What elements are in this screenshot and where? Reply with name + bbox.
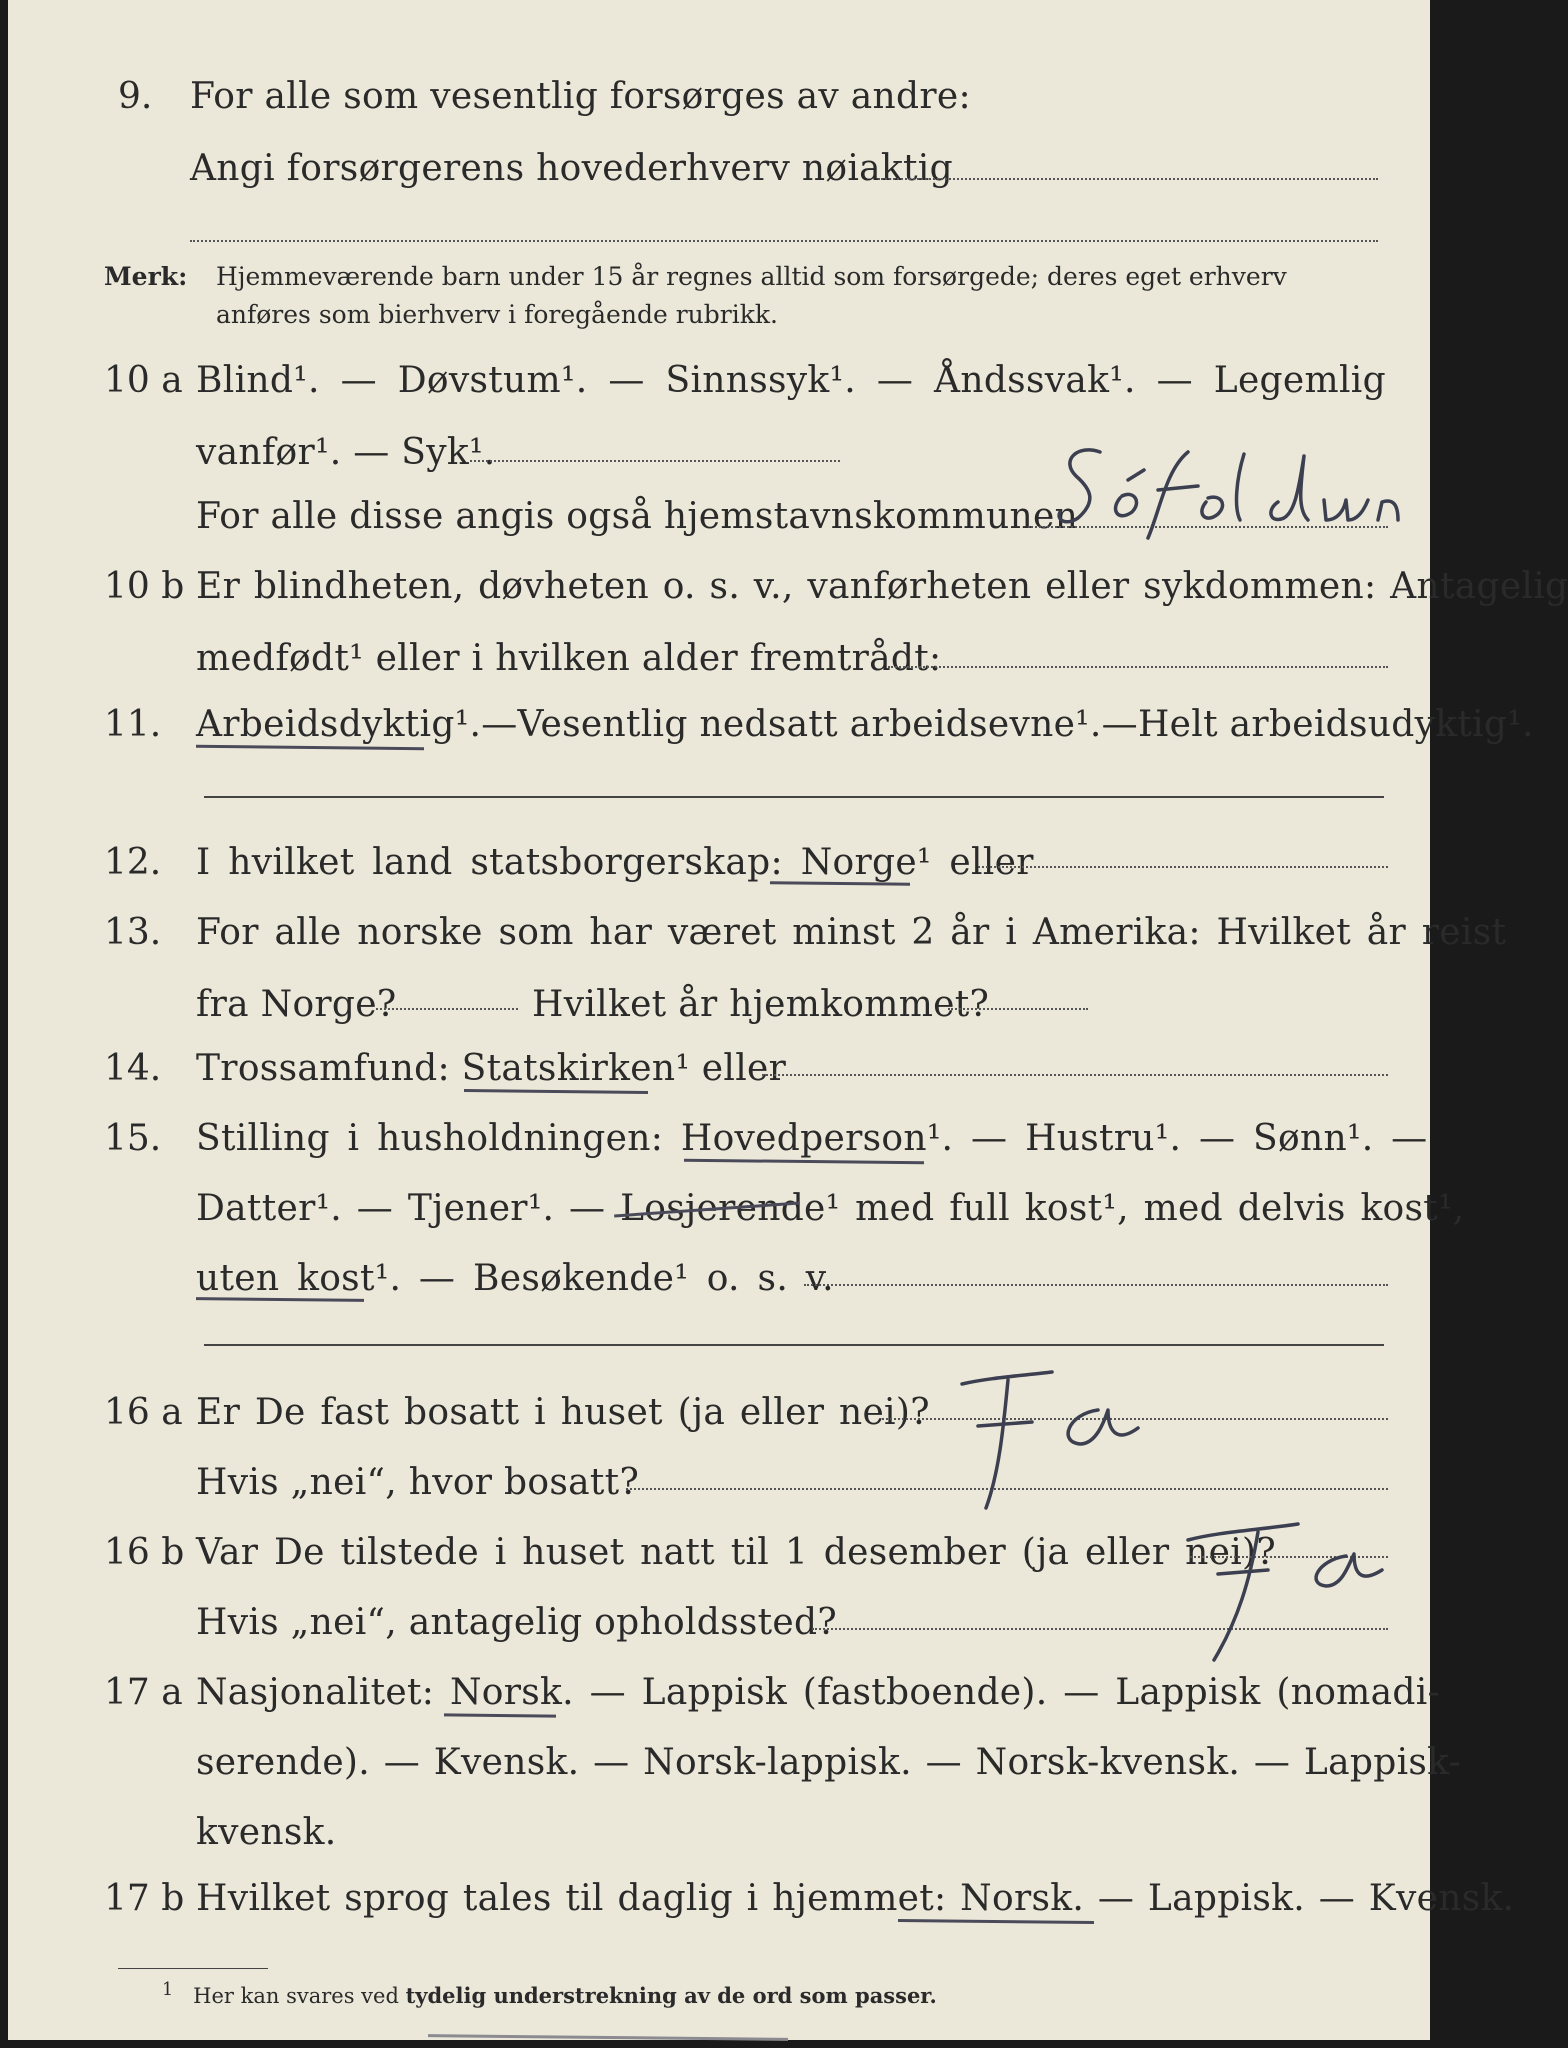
q15-text-2: Datter¹. — Tjener¹. — Losjerende¹ med full kost¹, med delvis kost¹, bbox=[196, 1188, 1465, 1229]
q10a-option-legemlig[interactable]: Legemlig bbox=[1213, 360, 1386, 401]
q10a-line2: vanfør¹. — Syk¹. bbox=[196, 432, 496, 473]
q16a-text: Er De fast bosatt i huset (ja eller nei)? bbox=[196, 1392, 930, 1433]
handwriting-fragment-bottom bbox=[428, 2034, 788, 2041]
q11-option-udyktig[interactable]: Helt arbeidsudyktig¹. bbox=[1137, 704, 1534, 745]
q13-number: 13. bbox=[104, 912, 162, 953]
q17a-number: 17 a bbox=[104, 1672, 183, 1713]
q12-answer-line[interactable] bbox=[978, 866, 1388, 868]
q13-returned-line[interactable] bbox=[948, 1008, 1088, 1010]
footnote bbox=[162, 1980, 937, 2008]
q9-answer-line-2[interactable] bbox=[190, 240, 1378, 242]
q10a-option-sinnssyk[interactable]: Sinnssyk¹. bbox=[665, 360, 857, 401]
q9-answer-line[interactable] bbox=[878, 178, 1378, 180]
q9-number: 9. bbox=[118, 76, 153, 117]
underline-norsk-17b bbox=[898, 1919, 1094, 1924]
underline-norge bbox=[770, 881, 910, 885]
q17b-number: 17 b bbox=[104, 1878, 185, 1919]
q15-text: Stilling i husholdningen: Hovedperson¹. — Hustru¹. — Sønn¹. — bbox=[196, 1118, 1428, 1159]
q13-left-norway-line[interactable] bbox=[376, 1008, 518, 1010]
q10b-text: Er blindheten, døvheten o. s. v., vanførheten eller sykdommen: Antagelig bbox=[196, 566, 1568, 607]
merk-label: Merk: bbox=[104, 262, 188, 291]
q10a-number: 10 a bbox=[104, 360, 183, 401]
q17a-text-3: kvensk. bbox=[196, 1812, 337, 1853]
q12-number: 12. bbox=[104, 842, 162, 883]
footnote-marker: 1 bbox=[162, 1980, 174, 2000]
q11-number: 11. bbox=[104, 704, 162, 745]
q10b-answer-line[interactable] bbox=[888, 666, 1388, 668]
q15-answer-line[interactable] bbox=[804, 1284, 1388, 1286]
q11-answer-line[interactable] bbox=[204, 796, 1384, 798]
underline-hovedperson bbox=[684, 1159, 924, 1165]
census-form-page bbox=[8, 0, 1568, 2040]
underline-norsk bbox=[444, 1713, 556, 1717]
footnote-bold: tydelig understrekning av de ord som passer. bbox=[405, 1983, 937, 2008]
q17b-text: Hvilket sprog tales til daglig i hjemmet: Norsk. — Lappisk. — Kvensk. bbox=[196, 1878, 1515, 1919]
q11-option-nedsatt[interactable]: Vesentlig nedsatt arbeidsevne¹. bbox=[517, 704, 1102, 745]
q13-text: For alle norske som har været minst 2 år i Amerika: Hvilket år reist bbox=[196, 912, 1507, 953]
q11-option-arbeidsdyktig[interactable]: Arbeidsdyktig¹. bbox=[196, 704, 482, 745]
q16b-text: Var De tilstede i huset natt til 1 desember (ja eller nei)? bbox=[196, 1532, 1276, 1573]
q16b-text-2: Hvis „nei“, antagelig opholdssted? bbox=[196, 1602, 837, 1643]
q13-text-2a: fra Norge? bbox=[196, 984, 397, 1025]
q10a-options: Blind¹. — Døvstum¹. — Sinnssyk¹. — Åndssvak¹. — Legemlig bbox=[196, 360, 1386, 401]
footnote-rule bbox=[118, 1968, 268, 1969]
q10a-line3: For alle disse angis også hjemstavnskommunen bbox=[196, 496, 1079, 537]
q10a-option-blind[interactable]: Blind¹. bbox=[196, 360, 320, 401]
q12-text: I hvilket land statsborgerskap: Norge¹ eller bbox=[196, 842, 1034, 883]
q15-answer-line-2[interactable] bbox=[204, 1344, 1384, 1346]
underline-uten-kost bbox=[196, 1297, 364, 1302]
q10a-option-andssvak[interactable]: Åndssvak¹. bbox=[934, 360, 1136, 401]
q17a-text: Nasjonalitet: Norsk. — Lappisk (fastboende). — Lappisk (nomadi- bbox=[196, 1672, 1441, 1713]
q14-text: Trossamfund: Statskirken¹ eller bbox=[196, 1048, 787, 1089]
q17a-text-2: serende). — Kvensk. — Norsk-lappisk. — Norsk-kvensk. — Lappisk- bbox=[196, 1742, 1462, 1783]
underline-arbeidsdyktig bbox=[196, 745, 424, 750]
q11-options: Arbeidsdyktig¹. — Vesentlig nedsatt arbeidsevne¹. — Helt arbeidsudyktig¹. bbox=[196, 704, 1534, 745]
q10b-text-2: medfødt¹ eller i hvilken alder fremtrådt: bbox=[196, 638, 942, 679]
q13-text-2b: Hvilket år hjemkommet? bbox=[532, 984, 990, 1025]
handwritten-ja-2 bbox=[1158, 1510, 1388, 1670]
q10a-answer-line[interactable] bbox=[470, 460, 840, 462]
merk-text-2: anføres som bierhverv i foregående rubrikk. bbox=[216, 300, 778, 329]
q10b-number: 10 b bbox=[104, 566, 185, 607]
q9-text: For alle som vesentlig forsørges av andre: bbox=[190, 76, 971, 117]
q16a-text-2: Hvis „nei“, hvor bosatt? bbox=[196, 1462, 640, 1503]
underline-statskirken bbox=[464, 1089, 648, 1094]
q15-number: 15. bbox=[104, 1118, 162, 1159]
q16a-number: 16 a bbox=[104, 1392, 183, 1433]
handwritten-municipality bbox=[1048, 440, 1428, 540]
q14-number: 14. bbox=[104, 1048, 162, 1089]
merk-text: Hjemmeværende barn under 15 år regnes alltid som forsørgede; deres eget erhverv bbox=[216, 262, 1287, 291]
q15-text-3: uten kost¹. — Besøkende¹ o. s. v. bbox=[196, 1258, 834, 1299]
q16b-number: 16 b bbox=[104, 1532, 185, 1573]
footnote-text: Her kan svares ved bbox=[193, 1984, 406, 2008]
q10a-option-dovstum[interactable]: Døvstum¹. bbox=[397, 360, 588, 401]
handwritten-ja-1 bbox=[948, 1370, 1168, 1520]
q14-answer-line[interactable] bbox=[762, 1074, 1388, 1076]
q9-text-2: Angi forsørgerens hovederhverv nøiaktig bbox=[190, 148, 953, 189]
